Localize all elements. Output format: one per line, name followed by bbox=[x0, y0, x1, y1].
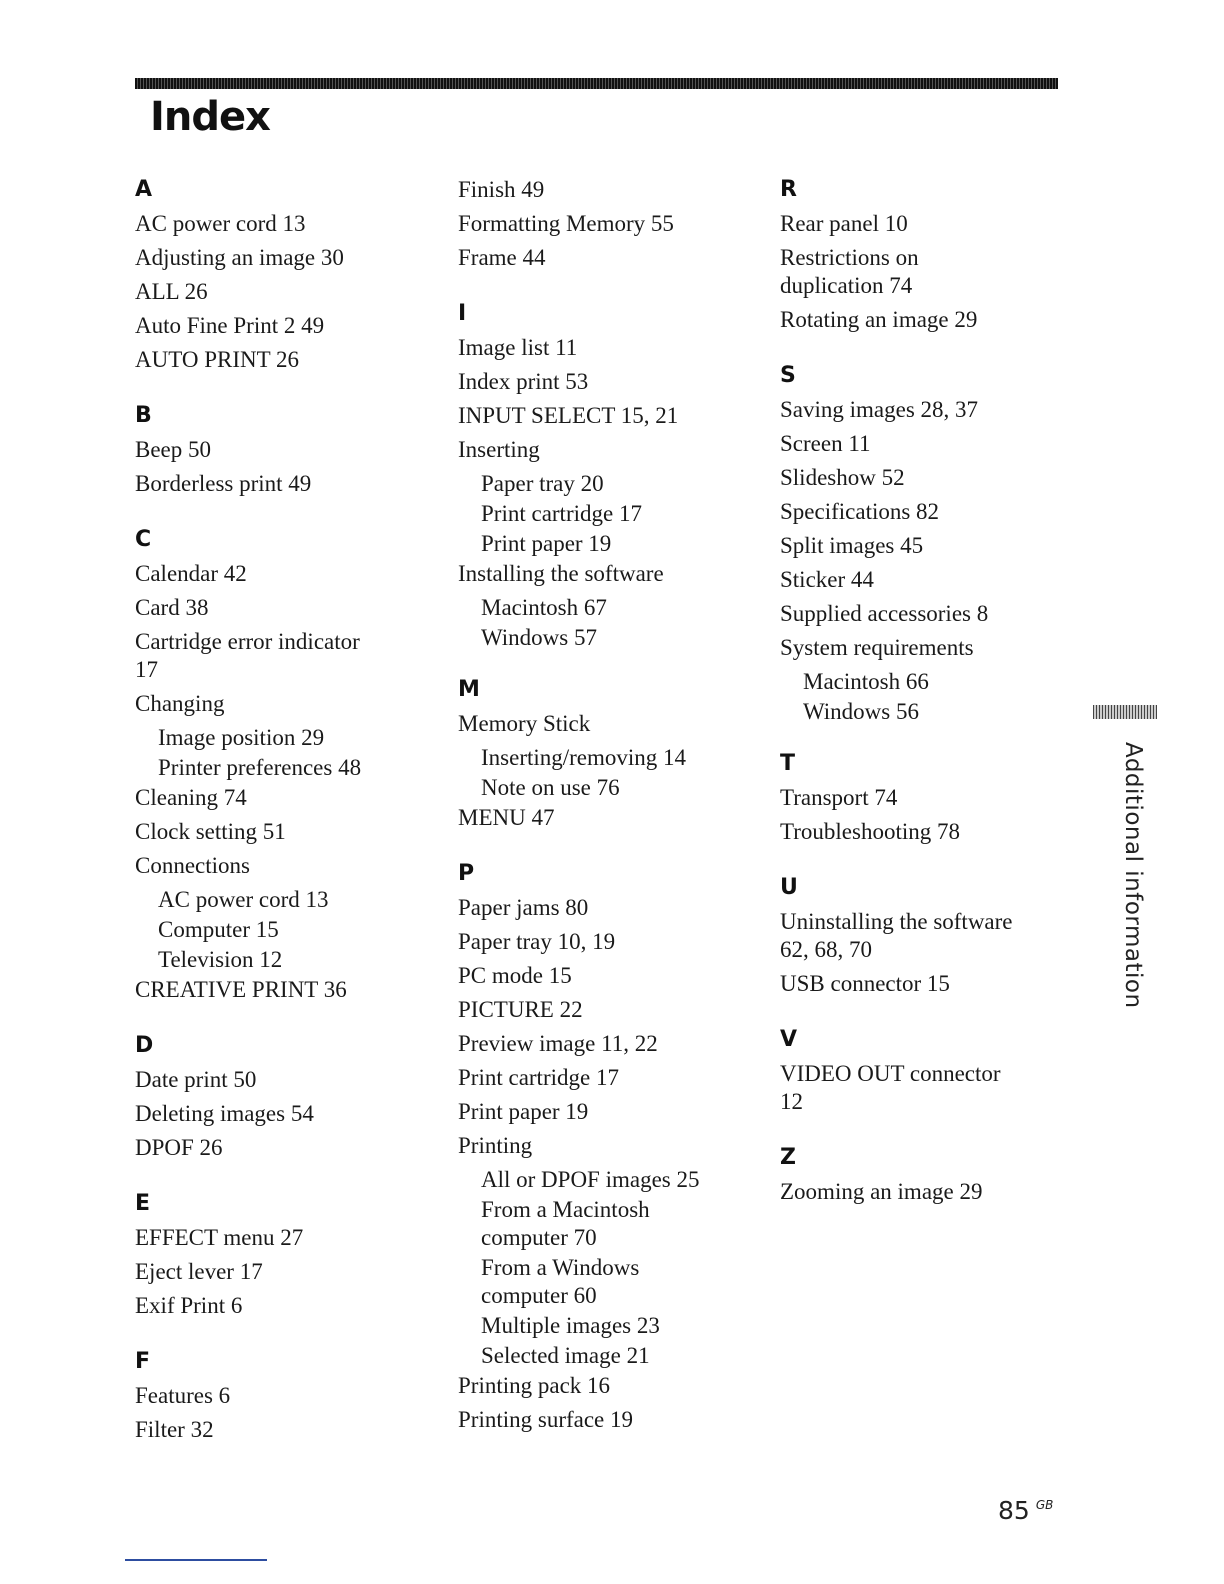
index-entry: 62, 68, 70 bbox=[780, 937, 872, 962]
index-entry: Sticker 44 bbox=[780, 567, 874, 592]
section-letter-a: A bbox=[135, 177, 153, 202]
index-subentry: Note on use 76 bbox=[481, 775, 620, 800]
index-subentry: Image position 29 bbox=[158, 725, 325, 750]
side-section-label: Additional information bbox=[1120, 742, 1146, 1009]
index-entry: INPUT SELECT 15, 21 bbox=[458, 403, 679, 428]
index-subentry: Multiple images 23 bbox=[481, 1313, 660, 1338]
section-letter-u: U bbox=[780, 875, 798, 900]
index-entry: Frame 44 bbox=[458, 245, 546, 270]
index-subentry: Inserting/removing 14 bbox=[481, 745, 687, 770]
index-entry: Card 38 bbox=[135, 595, 209, 620]
side-tab-marker bbox=[1093, 705, 1157, 719]
index-entry: Changing bbox=[135, 691, 225, 716]
page-title: Index bbox=[150, 94, 270, 140]
index-entry: Rotating an image 29 bbox=[780, 307, 978, 332]
section-letter-t: T bbox=[780, 751, 796, 776]
index-entry: Transport 74 bbox=[780, 785, 898, 810]
section-letter-r: R bbox=[780, 177, 797, 202]
index-entry: AUTO PRINT 26 bbox=[135, 347, 299, 372]
index-subentry: Print cartridge 17 bbox=[481, 501, 642, 526]
index-entry: Paper jams 80 bbox=[458, 895, 589, 920]
index-entry: Screen 11 bbox=[780, 431, 871, 456]
index-subentry: All or DPOF images 25 bbox=[481, 1167, 700, 1192]
index-entry: AC power cord 13 bbox=[135, 211, 306, 236]
section-letter-i: I bbox=[458, 301, 467, 326]
index-entry: Beep 50 bbox=[135, 437, 212, 462]
index-subentry: Television 12 bbox=[158, 947, 283, 972]
index-subentry: Computer 15 bbox=[158, 917, 279, 942]
index-column-1 bbox=[135, 176, 435, 1450]
index-subentry: Selected image 21 bbox=[481, 1343, 650, 1368]
index-subentry: AC power cord 13 bbox=[158, 887, 329, 912]
index-entry: Rear panel 10 bbox=[780, 211, 908, 236]
index-subentry: computer 60 bbox=[481, 1283, 597, 1308]
index-entry: Specifications 82 bbox=[780, 499, 940, 524]
section-letter-p: P bbox=[458, 861, 475, 886]
page-number-value: 85 bbox=[998, 1496, 1030, 1525]
index-entry: Paper tray 10, 19 bbox=[458, 929, 616, 954]
index-entry: Borderless print 49 bbox=[135, 471, 312, 496]
page-region-suffix: GB bbox=[1035, 1498, 1054, 1512]
section-letter-v: V bbox=[780, 1027, 798, 1052]
section-letter-m: M bbox=[458, 677, 480, 702]
section-letter-z: Z bbox=[780, 1145, 796, 1170]
index-entry: 12 bbox=[780, 1089, 803, 1114]
section-letter-c: C bbox=[135, 527, 152, 552]
index-entry: DPOF 26 bbox=[135, 1135, 223, 1160]
index-entry: Features 6 bbox=[135, 1383, 231, 1408]
top-rule bbox=[135, 78, 1058, 89]
index-entry: Image list 11 bbox=[458, 335, 578, 360]
index-entry: Formatting Memory 55 bbox=[458, 211, 674, 236]
index-entry: Auto Fine Print 2 49 bbox=[135, 313, 325, 338]
index-subentry: Windows 56 bbox=[803, 699, 919, 724]
index-entry: 17 bbox=[135, 657, 158, 682]
index-entry: Slideshow 52 bbox=[780, 465, 905, 490]
index-subentry: Paper tray 20 bbox=[481, 471, 604, 496]
index-entry: Saving images 28, 37 bbox=[780, 397, 979, 422]
index-entry: Cartridge error indicator bbox=[135, 629, 360, 654]
index-entry: PICTURE 22 bbox=[458, 997, 583, 1022]
index-subentry: Windows 57 bbox=[481, 625, 597, 650]
index-entry: EFFECT menu 27 bbox=[135, 1225, 304, 1250]
index-entry: Adjusting an image 30 bbox=[135, 245, 344, 270]
index-entry: System requirements bbox=[780, 635, 974, 660]
index-entry: Printing pack 16 bbox=[458, 1373, 611, 1398]
index-entry: Cleaning 74 bbox=[135, 785, 247, 810]
index-column-2 bbox=[458, 176, 758, 1440]
section-letter-b: B bbox=[135, 403, 152, 428]
index-entry: MENU 47 bbox=[458, 805, 555, 830]
index-entry: CREATIVE PRINT 36 bbox=[135, 977, 347, 1002]
index-entry: Zooming an image 29 bbox=[780, 1179, 983, 1204]
index-entry: VIDEO OUT connector bbox=[780, 1061, 1001, 1086]
index-subentry: Printer preferences 48 bbox=[158, 755, 362, 780]
index-column-3 bbox=[780, 176, 1070, 1212]
index-entry: Printing bbox=[458, 1133, 533, 1158]
section-letter-s: S bbox=[780, 363, 796, 388]
index-entry: Eject lever 17 bbox=[135, 1259, 263, 1284]
index-entry: Inserting bbox=[458, 437, 540, 462]
index-entry: Exif Print 6 bbox=[135, 1293, 243, 1318]
section-letter-f: F bbox=[135, 1349, 151, 1374]
index-entry: PC mode 15 bbox=[458, 963, 572, 988]
index-subentry: Print paper 19 bbox=[481, 531, 612, 556]
bottom-rule bbox=[125, 1559, 267, 1561]
index-entry: Installing the software bbox=[458, 561, 664, 586]
index-entry: Clock setting 51 bbox=[135, 819, 286, 844]
index-subentry: Macintosh 67 bbox=[481, 595, 607, 620]
index-entry: Printing surface 19 bbox=[458, 1407, 634, 1432]
index-entry: ALL 26 bbox=[135, 279, 208, 304]
index-entry: Troubleshooting 78 bbox=[780, 819, 960, 844]
index-entry: Connections bbox=[135, 853, 250, 878]
page-number bbox=[998, 1496, 1053, 1525]
index-entry: Print paper 19 bbox=[458, 1099, 589, 1124]
index-subentry: From a Windows bbox=[481, 1255, 640, 1280]
index-entry: Supplied accessories 8 bbox=[780, 601, 989, 626]
section-letter-d: D bbox=[135, 1033, 154, 1058]
index-entry: Filter 32 bbox=[135, 1417, 214, 1442]
index-entry: Preview image 11, 22 bbox=[458, 1031, 658, 1056]
index-entry: Deleting images 54 bbox=[135, 1101, 314, 1126]
index-entry: USB connector 15 bbox=[780, 971, 950, 996]
index-entry: Date print 50 bbox=[135, 1067, 257, 1092]
index-entry: Restrictions on bbox=[780, 245, 919, 270]
index-subentry: computer 70 bbox=[481, 1225, 597, 1250]
index-entry: Finish 49 bbox=[458, 177, 545, 202]
index-entry: Print cartridge 17 bbox=[458, 1065, 619, 1090]
section-letter-e: E bbox=[135, 1191, 151, 1216]
index-subentry: Macintosh 66 bbox=[803, 669, 929, 694]
index-entry: Calendar 42 bbox=[135, 561, 247, 586]
index-entry: Split images 45 bbox=[780, 533, 924, 558]
index-entry: Uninstalling the software bbox=[780, 909, 1013, 934]
index-entry: duplication 74 bbox=[780, 273, 913, 298]
index-subentry: From a Macintosh bbox=[481, 1197, 650, 1222]
index-entry: Index print 53 bbox=[458, 369, 589, 394]
index-entry: Memory Stick bbox=[458, 711, 591, 736]
